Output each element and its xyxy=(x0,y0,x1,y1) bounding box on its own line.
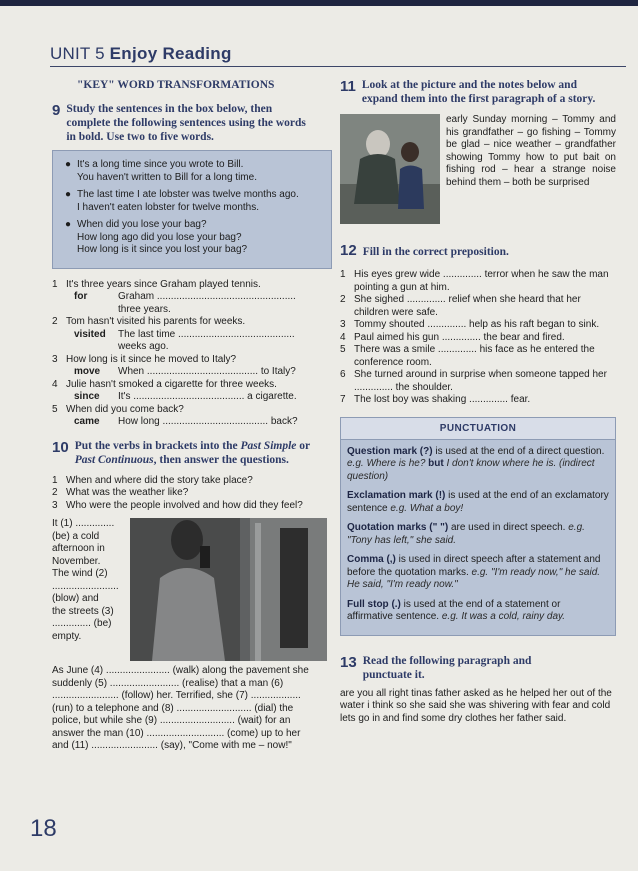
exercise-number: 13 xyxy=(340,653,357,671)
answer-line[interactable] xyxy=(74,416,332,429)
list-item xyxy=(52,354,332,367)
list-item xyxy=(52,379,332,392)
example-line: I haven't eaten lobster for twelve months. xyxy=(77,201,260,213)
exercise-12-heading xyxy=(340,242,616,259)
story-area xyxy=(52,518,332,751)
exercise-instruction: Study the sentences in the box below, then complete the following sentences using the words in bold. Use two to five words. xyxy=(66,103,306,143)
answer-text: three years. xyxy=(118,303,171,315)
example-line: You haven't written to Bill for a long time. xyxy=(77,171,257,183)
exercise-number: 11 xyxy=(340,78,356,95)
item-number: 4 xyxy=(52,378,58,390)
header-rule xyxy=(50,66,626,67)
example-line: The last time I ate lobster was twelve months ago. xyxy=(77,189,299,200)
story-notes: early Sunday morning – Tommy and his grandfather – go fishing – Tommy be glad – nice weather – grandfather showing Tommy how to put bait on fishing rod – hear a strange noise behind them – both be surprised xyxy=(446,114,616,188)
example-item xyxy=(65,189,321,214)
item-sentence: How long is it since he moved to Italy? xyxy=(66,353,237,365)
exercise-9-heading xyxy=(52,102,332,144)
answer-line[interactable] xyxy=(74,366,332,379)
item-number: 5 xyxy=(52,403,58,415)
story-left-text: It (1) .............. (be) a cold afternoon in November. The wind (2) ........................ (blow) and the streets (3) .............. (be) empty. xyxy=(52,518,119,642)
list-item xyxy=(52,279,332,292)
list-item[interactable]: 4 Paul aimed his gun .............. the bear and fired. xyxy=(340,331,565,343)
right-column xyxy=(340,78,616,725)
bullet-icon: ● xyxy=(65,219,72,230)
left-column xyxy=(52,78,332,751)
example-line: When did you lose your bag? xyxy=(77,219,207,230)
item-sentence: Julie hasn't smoked a cigarette for three weeks. xyxy=(66,378,277,390)
punctuation-rule: Comma (,) is used in direct speech after a statement and before the quotation marks. e.g. "I'm ready now," he said. He said, "I'm ready now." xyxy=(347,554,601,590)
list-item[interactable]: 3 Tommy shouted .............. help as his raft began to sink. xyxy=(340,319,600,330)
answer-text: Graham .................................................. xyxy=(118,291,296,302)
answer-text: When ........................................ to Italy? xyxy=(118,366,296,377)
bullet-icon: ● xyxy=(65,159,72,170)
list-item xyxy=(52,404,332,417)
list-item: 1 When and where did the story take place? xyxy=(52,474,253,486)
key-word: since xyxy=(74,391,100,402)
photo-illustration xyxy=(130,518,327,661)
page-number: 18 xyxy=(30,815,57,842)
unit-header xyxy=(50,44,232,64)
key-word: came xyxy=(74,416,100,427)
key-word: visited xyxy=(74,328,106,340)
exercise-10-questions xyxy=(52,475,332,513)
exercise-instruction: Fill in the correct preposition. xyxy=(362,246,509,258)
list-item[interactable]: 5 There was a smile .............. his face as he entered the conference room. xyxy=(340,344,595,368)
item-number: 2 xyxy=(52,316,58,327)
punctuation-rule: Full stop (.) is used at the end of a statement or affirmative sentence. e.g. It was a cold, rainy day. xyxy=(347,598,566,622)
answer-line[interactable] xyxy=(74,391,332,404)
example-item xyxy=(65,219,321,257)
exercise-number: 12 xyxy=(340,242,357,259)
answer-text: The last time .......................................... xyxy=(118,328,295,340)
unit-prefix: UNIT 5 xyxy=(50,44,105,63)
item-number: 1 xyxy=(52,278,58,290)
answer-text: It's ........................................ a cigarette. xyxy=(118,391,297,402)
kwt-title: "KEY" WORD TRANSFORMATIONS xyxy=(77,79,275,91)
exercise-number: 9 xyxy=(52,102,61,119)
exercise-13-heading xyxy=(340,654,616,682)
phone-booth-photo xyxy=(130,518,327,661)
answer-text: How long ...................................... back? xyxy=(118,416,298,427)
exercise-instruction: Read the following paragraph and punctuate it. xyxy=(362,654,532,681)
bullet-icon: ● xyxy=(65,189,72,200)
exercise-11-body xyxy=(340,114,616,224)
exercise-instruction: Put the verbs in brackets into the Past Simple or Past Continuous, then answer the questions. xyxy=(74,439,310,466)
story-text: As June (4) ....................... (walk) along the pavement she suddenly (5) ......................... (realise) that a man (6) ........................ (follow) her. Terrified, she (7) .................. (run) to a telephone and (8) ........................... (dial) the police, but while she (9) ........................... (wait) for an answer the man (10) ............................ (come) up to her and (11) ........................ (say), "Come with me – now!" xyxy=(52,665,309,751)
item-sentence: When did you come back? xyxy=(66,403,184,415)
example-line: It's a long time since you wrote to Bill. xyxy=(77,159,244,170)
punctuation-rule: Question mark (?) is used at the end of a direct question. e.g. Where is he? but I don't know where he is. (indirect question) xyxy=(347,445,605,482)
punctuation-title: PUNCTUATION xyxy=(341,418,615,440)
punctuation-rule: Exclamation mark (!) is used at the end of an exclamatory sentence e.g. What a boy! xyxy=(347,490,609,514)
punctuation-box xyxy=(340,417,616,636)
photo-illustration xyxy=(340,114,440,224)
exercise-12-items xyxy=(340,269,616,407)
list-item xyxy=(52,316,332,329)
item-sentence: It's three years since Graham played tennis. xyxy=(66,278,261,290)
answer-text: weeks ago. xyxy=(118,341,169,352)
exercise-10-heading xyxy=(52,439,332,467)
example-line: How long ago did you lose your bag? xyxy=(77,231,242,243)
item-number: 3 xyxy=(52,353,58,365)
exercise-9-items xyxy=(52,279,332,429)
list-item[interactable]: 7 The lost boy was shaking .............. fear. xyxy=(340,394,531,405)
list-item[interactable]: 1 His eyes grew wide .............. terror when he saw the man pointing a gun at him. xyxy=(340,269,609,293)
fishing-photo xyxy=(340,114,440,224)
key-word: for xyxy=(74,291,88,302)
list-item[interactable]: 6 She turned around in surprise when someone tapped her .............. the shoulder. xyxy=(340,369,607,393)
key-word: move xyxy=(74,366,101,377)
exercise-11-heading xyxy=(340,78,616,106)
punctuation-rule: Quotation marks (" ") are used in direct speech. e.g. "Tony has left," she said. xyxy=(347,522,585,546)
exercise-instruction: Look at the picture and the notes below and expand them into the first paragraph of a story. xyxy=(361,79,596,105)
answer-line[interactable] xyxy=(74,329,332,354)
unit-title: Enjoy Reading xyxy=(109,44,232,63)
example-box xyxy=(52,150,332,269)
example-line: How long is it since you lost your bag? xyxy=(77,244,248,255)
list-item: 2 What was the weather like? xyxy=(52,487,189,498)
example-item xyxy=(65,159,321,184)
list-item: 3 Who were the people involved and how did they feel? xyxy=(52,499,303,511)
punctuation-body xyxy=(341,440,615,635)
list-item[interactable]: 2 She sighed .............. relief when she heard that her children were safe. xyxy=(340,294,581,318)
unpunctuated-paragraph: are you all right tinas father asked as he helped her out of the water i think so she said she was shivering with fear and cold lets go in and find some dry clothes her father said. xyxy=(340,687,612,724)
exercise-number: 10 xyxy=(52,438,69,456)
item-sentence: Tom hasn't visited his parents for weeks. xyxy=(66,316,246,327)
answer-line[interactable] xyxy=(74,291,332,316)
top-border xyxy=(0,0,638,6)
